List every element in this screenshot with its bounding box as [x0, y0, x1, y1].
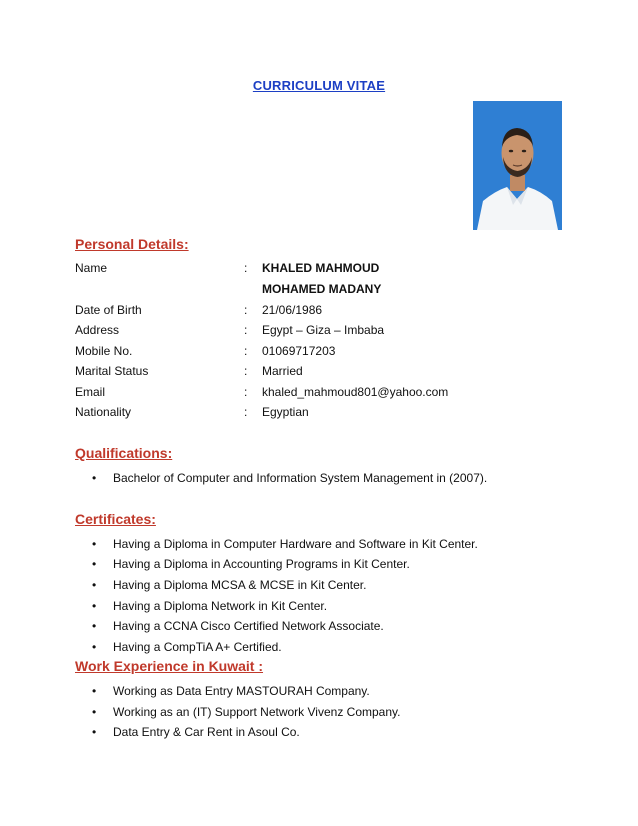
detail-label: Email	[75, 385, 106, 399]
detail-label: Nationality	[75, 405, 132, 419]
detail-label: Mobile No.	[75, 344, 133, 358]
qualifications-heading: Qualifications:	[75, 445, 173, 461]
certificate-text: Having a Diploma MCSA & MCSE in Kit Center.	[113, 578, 367, 592]
bullet-icon: •	[92, 557, 97, 571]
detail-row-email	[75, 383, 575, 401]
detail-label: Date of Birth	[75, 303, 142, 317]
detail-value: Egyptian	[262, 405, 309, 419]
work-text: Working as Data Entry MASTOURAH Company.	[113, 684, 370, 698]
detail-colon: :	[244, 385, 248, 399]
bullet-icon: •	[92, 578, 97, 592]
detail-colon: :	[244, 405, 248, 419]
detail-row-name-cont	[75, 280, 575, 298]
detail-value: Married	[262, 364, 303, 378]
profile-photo	[473, 101, 562, 230]
detail-row-marital	[75, 362, 575, 380]
detail-row-dob	[75, 301, 575, 319]
detail-label: Marital Status	[75, 364, 149, 378]
certificates-heading: Certificates:	[75, 511, 156, 527]
bullet-icon: •	[92, 640, 97, 654]
bullet-icon: •	[92, 705, 97, 719]
detail-label: Address	[75, 323, 120, 337]
detail-colon: :	[244, 344, 248, 358]
bullet-icon: •	[92, 619, 97, 633]
detail-value: khaled_mahmoud801@yahoo.com	[262, 385, 449, 399]
bullet-icon: •	[92, 599, 97, 613]
personal-details-heading: Personal Details:	[75, 236, 189, 252]
certificate-text: Having a Diploma in Accounting Programs in Kit Center.	[113, 557, 410, 571]
certificate-text: Having a CCNA Cisco Certified Network Associate.	[113, 619, 384, 633]
certificate-text: Having a CompTiA A+ Certified.	[113, 640, 282, 654]
detail-colon: :	[244, 303, 248, 317]
certificate-text: Having a Diploma Network in Kit Center.	[113, 599, 328, 613]
detail-value: 21/06/1986	[262, 303, 323, 317]
work-text: Data Entry & Car Rent in Asoul Co.	[113, 725, 300, 739]
bullet-icon: •	[92, 725, 97, 739]
detail-value: KHALED MAHMOUD	[262, 261, 380, 275]
detail-value: 01069717203	[262, 344, 336, 358]
detail-value: Egypt – Giza – Imbaba	[262, 323, 385, 337]
detail-value: MOHAMED MADANY	[262, 282, 382, 296]
detail-colon: :	[244, 323, 248, 337]
detail-colon: :	[244, 364, 248, 378]
detail-row-name	[75, 259, 575, 277]
detail-label: Name	[75, 261, 108, 275]
detail-colon: :	[244, 261, 248, 275]
detail-row-nationality	[75, 403, 575, 421]
work-text: Working as an (IT) Support Network Vivenz Company.	[113, 705, 401, 719]
bullet-icon: •	[92, 537, 97, 551]
work-experience-heading: Work Experience in Kuwait :	[75, 658, 264, 674]
certificate-text: Having a Diploma in Computer Hardware and Software in Kit Center.	[113, 537, 478, 551]
bullet-icon: •	[92, 471, 97, 485]
qualification-text: Bachelor of Computer and Information System Management in (2007).	[113, 471, 488, 485]
page-title: CURRICULUM VITAE	[252, 78, 386, 93]
detail-row-mobile	[75, 342, 575, 360]
detail-row-address	[75, 321, 575, 339]
bullet-icon: •	[92, 684, 97, 698]
